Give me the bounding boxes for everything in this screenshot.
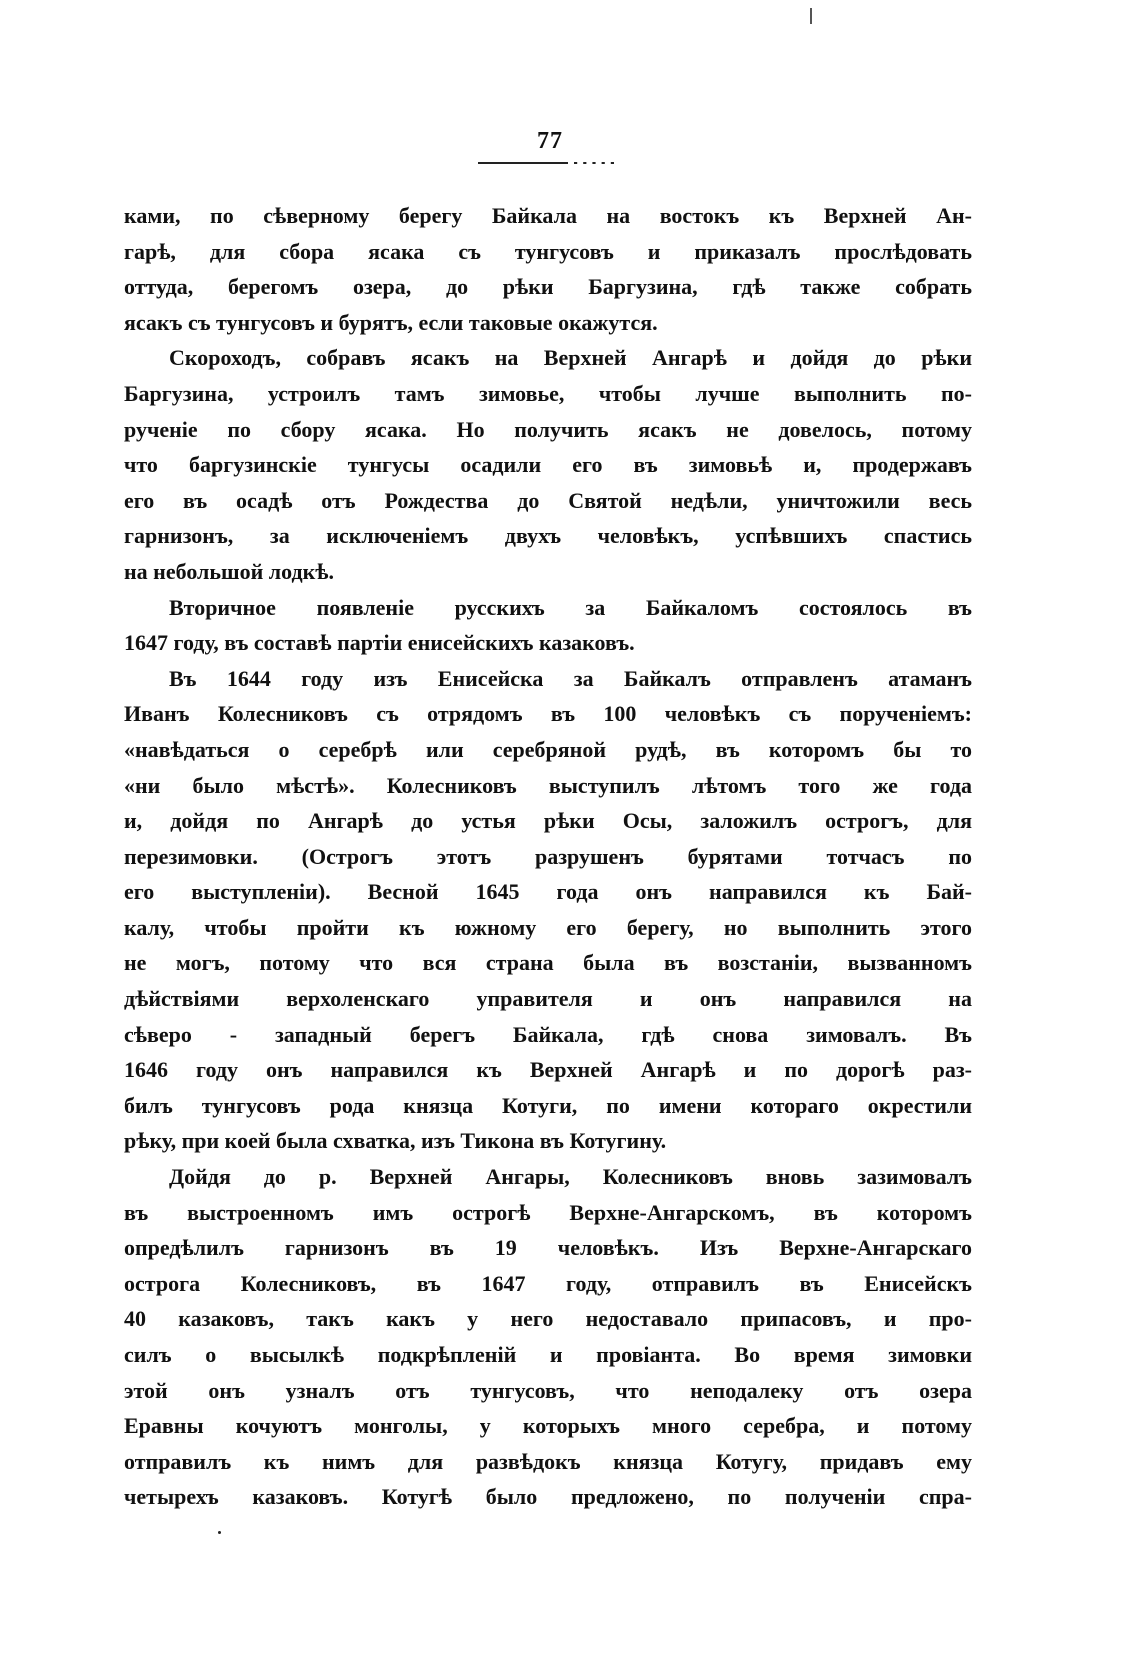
body-text bbox=[124, 198, 972, 1515]
text-line: ясакъ съ тунгусовъ и бурятъ, если таковые окажутся. bbox=[124, 309, 658, 335]
text-line: 1646 году онъ направился къ Верхней Ангарѣ и по дорогѣ раз- bbox=[124, 1057, 972, 1083]
text-line: рученіе по сбору ясака. Но получить ясакъ не довелось, потому bbox=[124, 416, 972, 442]
text-line: оттуда, берегомъ озера, до рѣки Баргузина, гдѣ также собрать bbox=[124, 274, 972, 300]
text-line: сѣверо - западный берегъ Байкала, гдѣ снова зимовалъ. Въ bbox=[124, 1021, 972, 1047]
text-line: билъ тунгусовъ рода князца Котуги, по имени котораго окрестили bbox=[124, 1092, 972, 1118]
paragraph bbox=[124, 1159, 972, 1515]
text-line: Въ 1644 году изъ Енисейска за Байкалъ отправленъ атаманъ bbox=[169, 665, 972, 691]
text-line: этой онъ узналъ отъ тунгусовъ, что неподалеку отъ озера bbox=[124, 1377, 972, 1403]
text-line: его выступленіи). Весной 1645 года онъ направился къ Бай- bbox=[124, 879, 972, 905]
paragraph bbox=[124, 590, 972, 661]
text-line: четырехъ казаковъ. Котугѣ было предложено, по полученіи спра- bbox=[124, 1484, 972, 1510]
text-line: отправилъ къ нимъ для развѣдокъ князца Котугу, придавъ ему bbox=[124, 1448, 972, 1474]
text-line: не могъ, потому что вся страна была въ возстаніи, вызванномъ bbox=[124, 950, 972, 976]
paragraph bbox=[124, 661, 972, 1159]
text-line: Скороходъ, собравъ ясакъ на Верхней Ангарѣ и дойдя до рѣки bbox=[169, 345, 972, 371]
text-line: Иванъ Колесниковъ съ отрядомъ въ 100 человѣкъ съ порученіемъ: bbox=[124, 701, 972, 727]
text-line: перезимовки. (Острогъ этотъ разрушенъ бурятами тотчасъ по bbox=[124, 843, 972, 869]
text-line: калу, чтобы пройти къ южному его берегу, но выполнить этого bbox=[124, 914, 972, 940]
text-line: Еравны кочуютъ монголы, у которыхъ много серебра, и потому bbox=[124, 1413, 972, 1439]
text-line: его въ осадѣ отъ Рождества до Святой недѣли, уничтожили весь bbox=[124, 487, 972, 513]
text-line: «навѣдаться о серебрѣ или серебряной рудѣ, въ которомъ бы то bbox=[124, 736, 972, 762]
text-line: 1647 году, въ составѣ партіи енисейскихъ казаковъ. bbox=[124, 630, 635, 656]
text-line: на небольшой лодкѣ. bbox=[124, 558, 334, 584]
page-number: 77 bbox=[537, 128, 563, 154]
text-line: рѣку, при коей была схватка, изъ Тикона въ Котугину. bbox=[124, 1128, 667, 1154]
text-line: что баргузинскіе тунгусы осадили его въ зимовьѣ и, продержавъ bbox=[124, 452, 972, 478]
text-line: дѣйствіями верхоленскаго управителя и онъ направился на bbox=[124, 986, 972, 1012]
text-line: и, дойдя по Ангарѣ до устья рѣки Осы, заложилъ острогъ, для bbox=[124, 808, 972, 834]
text-line: Вторичное появленіе русскихъ за Байкаломъ состоялось въ bbox=[169, 594, 972, 620]
page-number-rule-dash bbox=[568, 162, 620, 164]
margin-mark bbox=[810, 8, 812, 24]
text-line: гарнизонъ, за исключеніемъ двухъ человѣкъ, успѣвшихъ спастись bbox=[124, 523, 972, 549]
text-line: ками, по сѣверному берегу Байкала на востокъ къ Верхней Ан- bbox=[124, 203, 972, 228]
text-line: силъ о высылкѣ подкрѣпленій и провіанта. Во время зимовки bbox=[124, 1342, 972, 1367]
stray-ink-dot bbox=[218, 1531, 221, 1534]
text-line: Баргузина, устроилъ тамъ зимовье, чтобы лучше выполнить по- bbox=[124, 380, 972, 406]
text-line: въ выстроенномъ имъ острогѣ Верхне-Ангарскомъ, въ которомъ bbox=[124, 1199, 972, 1225]
text-line: гарѣ, для сбора ясака съ тунгусовъ и приказалъ прослѣдовать bbox=[124, 238, 972, 264]
text-line: «ни было мѣстѣ». Колесниковъ выступилъ лѣтомъ того же года bbox=[124, 772, 972, 798]
text-line: Дойдя до р. Верхней Ангары, Колесниковъ вновь зазимовалъ bbox=[169, 1164, 972, 1190]
text-line: 40 казаковъ, такъ какъ у него недоставало припасовъ, и про- bbox=[124, 1306, 972, 1332]
paragraph bbox=[124, 340, 972, 589]
paragraph bbox=[124, 198, 972, 340]
text-line: острога Колесниковъ, въ 1647 году, отправилъ въ Енисейскъ bbox=[124, 1270, 972, 1296]
text-line: опредѣлилъ гарнизонъ въ 19 человѣкъ. Изъ Верхне-Ангарскаго bbox=[124, 1235, 972, 1261]
